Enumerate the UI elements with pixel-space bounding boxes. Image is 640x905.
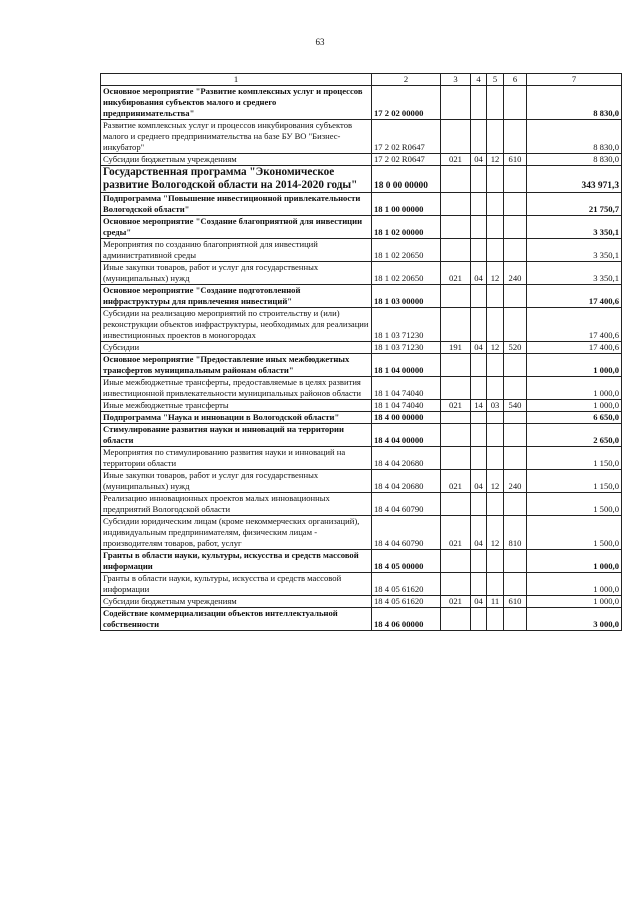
row-section-cell (471, 354, 487, 377)
row-code-cell: 17 2 02 00000 (372, 86, 441, 120)
row-kvr-cell (504, 608, 527, 631)
row-sum-cell: 3 350,1 (527, 239, 622, 262)
budget-table-body (101, 74, 622, 631)
row-section-cell (471, 239, 487, 262)
column-header: 6 (504, 74, 527, 86)
row-kvr-cell: 810 (504, 516, 527, 550)
row-code-cell: 18 4 05 61620 (372, 573, 441, 596)
table-row (101, 86, 622, 120)
row-name-cell: Гранты в области науки, культуры, искусства и средств массовой информации (101, 550, 372, 573)
row-section-cell (471, 193, 487, 216)
row-kvr-cell (504, 573, 527, 596)
row-sum-cell: 17 400,6 (527, 342, 622, 354)
row-section-cell: 04 (471, 154, 487, 166)
page-number: 63 (315, 37, 325, 47)
row-section-cell: 04 (471, 596, 487, 608)
table-row (101, 193, 622, 216)
row-kvr-cell (504, 86, 527, 120)
table-row (101, 120, 622, 154)
row-sum-cell: 8 830,0 (527, 86, 622, 120)
row-section-cell (471, 166, 487, 193)
row-sum-cell: 8 830,0 (527, 120, 622, 154)
table-row (101, 239, 622, 262)
table-row (101, 216, 622, 239)
row-subsection-cell: 12 (487, 470, 504, 493)
row-code-cell: 18 1 03 71230 (372, 342, 441, 354)
row-code-cell: 18 1 04 74040 (372, 377, 441, 400)
row-code-cell: 18 1 00 00000 (372, 193, 441, 216)
row-name-cell: Содействие коммерциализации объектов интеллектуальной собственности (101, 608, 372, 631)
row-vr-cell (441, 447, 471, 470)
row-sum-cell: 3 350,1 (527, 262, 622, 285)
row-sum-cell: 1 000,0 (527, 377, 622, 400)
row-sum-cell: 17 400,6 (527, 285, 622, 308)
row-sum-cell: 17 400,6 (527, 308, 622, 342)
row-section-cell (471, 608, 487, 631)
table-row (101, 154, 622, 166)
row-kvr-cell (504, 354, 527, 377)
row-section-cell (471, 120, 487, 154)
row-subsection-cell (487, 86, 504, 120)
column-header: 3 (441, 74, 471, 86)
row-subsection-cell (487, 216, 504, 239)
row-name-cell: Основное мероприятие "Создание подготовленной инфраструктуры для привлечения инвестиций" (101, 285, 372, 308)
row-code-cell: 17 2 02 R0647 (372, 120, 441, 154)
row-section-cell: 14 (471, 400, 487, 412)
row-sum-cell: 1 000,0 (527, 550, 622, 573)
row-code-cell: 18 4 04 20680 (372, 470, 441, 493)
row-code-cell: 18 1 02 00000 (372, 216, 441, 239)
row-name-cell: Мероприятия по созданию благоприятной для инвестиций административной среды (101, 239, 372, 262)
row-name-cell: Подпрограмма "Повышение инвестиционной привлекательности Вологодской области" (101, 193, 372, 216)
table-row (101, 550, 622, 573)
row-name-cell: Иные межбюджетные трансферты (101, 400, 372, 412)
row-code-cell: 18 4 04 60790 (372, 516, 441, 550)
row-kvr-cell (504, 412, 527, 424)
row-name-cell: Субсидии (101, 342, 372, 354)
row-vr-cell (441, 166, 471, 193)
row-vr-cell: 021 (441, 470, 471, 493)
table-row (101, 262, 622, 285)
row-sum-cell: 1 000,0 (527, 354, 622, 377)
budget-table (100, 73, 622, 631)
row-sum-cell: 6 650,0 (527, 412, 622, 424)
column-header: 1 (101, 74, 372, 86)
row-vr-cell (441, 354, 471, 377)
row-sum-cell: 1 150,0 (527, 470, 622, 493)
row-code-cell: 18 4 00 00000 (372, 412, 441, 424)
row-subsection-cell (487, 550, 504, 573)
row-code-cell: 18 1 03 00000 (372, 285, 441, 308)
row-section-cell (471, 285, 487, 308)
table-row (101, 166, 622, 193)
row-vr-cell (441, 424, 471, 447)
row-vr-cell (441, 573, 471, 596)
row-code-cell: 18 4 06 00000 (372, 608, 441, 631)
row-subsection-cell (487, 493, 504, 516)
row-vr-cell: 021 (441, 400, 471, 412)
row-subsection-cell (487, 447, 504, 470)
row-code-cell: 17 2 02 R0647 (372, 154, 441, 166)
column-header: 7 (527, 74, 622, 86)
row-subsection-cell: 12 (487, 516, 504, 550)
row-section-cell (471, 412, 487, 424)
row-vr-cell (441, 608, 471, 631)
table-row (101, 400, 622, 412)
table-row (101, 470, 622, 493)
row-vr-cell (441, 550, 471, 573)
row-sum-cell: 8 830,0 (527, 154, 622, 166)
row-kvr-cell (504, 424, 527, 447)
row-subsection-cell (487, 193, 504, 216)
row-section-cell (471, 377, 487, 400)
column-header-row (101, 74, 622, 86)
table-row (101, 447, 622, 470)
row-kvr-cell: 540 (504, 400, 527, 412)
row-sum-cell: 1 000,0 (527, 400, 622, 412)
table-row (101, 424, 622, 447)
row-section-cell (471, 424, 487, 447)
row-sum-cell: 1 000,0 (527, 573, 622, 596)
row-subsection-cell (487, 354, 504, 377)
row-code-cell: 18 1 03 71230 (372, 308, 441, 342)
row-kvr-cell (504, 493, 527, 516)
row-name-cell: Основное мероприятие "Развитие комплексных услуг и процессов инкубирования субъектов малого и среднего предпринимательства" (101, 86, 372, 120)
row-vr-cell (441, 86, 471, 120)
row-vr-cell: 021 (441, 262, 471, 285)
row-section-cell (471, 308, 487, 342)
row-name-cell: Субсидии бюджетным учреждениям (101, 154, 372, 166)
row-kvr-cell (504, 120, 527, 154)
row-subsection-cell (487, 377, 504, 400)
row-kvr-cell: 610 (504, 596, 527, 608)
row-code-cell: 18 4 04 20680 (372, 447, 441, 470)
column-header: 5 (487, 74, 504, 86)
row-kvr-cell (504, 285, 527, 308)
row-vr-cell (441, 493, 471, 516)
table-row (101, 412, 622, 424)
row-subsection-cell (487, 308, 504, 342)
row-name-cell: Гранты в области науки, культуры, искусства и средств массовой информации (101, 573, 372, 596)
row-section-cell (471, 447, 487, 470)
table-row (101, 377, 622, 400)
row-subsection-cell (487, 424, 504, 447)
row-sum-cell: 343 971,3 (527, 166, 622, 193)
row-sum-cell: 1 000,0 (527, 596, 622, 608)
row-name-cell: Мероприятия по стимулированию развития науки и инноваций на территории области (101, 447, 372, 470)
row-kvr-cell (504, 239, 527, 262)
row-name-cell: Субсидии юридическим лицам (кроме некоммерческих организаций), индивидуальным предпринимателям, физическим лицам - производителям товаров, работ, услуг (101, 516, 372, 550)
row-subsection-cell: 12 (487, 262, 504, 285)
table-row (101, 516, 622, 550)
row-vr-cell (441, 412, 471, 424)
column-header: 4 (471, 74, 487, 86)
row-code-cell: 18 1 02 20650 (372, 262, 441, 285)
row-vr-cell (441, 239, 471, 262)
row-subsection-cell (487, 120, 504, 154)
row-vr-cell (441, 120, 471, 154)
row-code-cell: 18 1 04 00000 (372, 354, 441, 377)
row-code-cell: 18 1 04 74040 (372, 400, 441, 412)
row-name-cell: Стимулирование развития науки и инноваций на территории области (101, 424, 372, 447)
row-sum-cell: 3 350,1 (527, 216, 622, 239)
table-row (101, 493, 622, 516)
row-vr-cell: 021 (441, 154, 471, 166)
row-subsection-cell: 12 (487, 342, 504, 354)
row-section-cell (471, 550, 487, 573)
row-subsection-cell (487, 166, 504, 193)
row-code-cell: 18 4 04 60790 (372, 493, 441, 516)
table-row (101, 285, 622, 308)
row-section-cell: 04 (471, 262, 487, 285)
row-section-cell: 04 (471, 516, 487, 550)
row-kvr-cell (504, 166, 527, 193)
row-name-cell: Подпрограмма "Наука и инновации в Вологодской области" (101, 412, 372, 424)
row-subsection-cell (487, 239, 504, 262)
row-sum-cell: 1 500,0 (527, 516, 622, 550)
row-kvr-cell (504, 550, 527, 573)
row-sum-cell: 3 000,0 (527, 608, 622, 631)
row-sum-cell: 1 150,0 (527, 447, 622, 470)
row-sum-cell: 2 650,0 (527, 424, 622, 447)
row-kvr-cell (504, 193, 527, 216)
row-vr-cell: 021 (441, 596, 471, 608)
row-sum-cell: 1 500,0 (527, 493, 622, 516)
row-section-cell (471, 573, 487, 596)
row-subsection-cell: 12 (487, 154, 504, 166)
table-row (101, 608, 622, 631)
table-row (101, 342, 622, 354)
row-name-cell: Иные межбюджетные трансферты, предоставляемые в целях развития инвестиционной привлекательности муниципальных районов области (101, 377, 372, 400)
row-code-cell: 18 4 05 61620 (372, 596, 441, 608)
row-kvr-cell: 610 (504, 154, 527, 166)
row-code-cell: 18 4 04 00000 (372, 424, 441, 447)
row-kvr-cell: 520 (504, 342, 527, 354)
row-code-cell: 18 0 00 00000 (372, 166, 441, 193)
row-kvr-cell: 240 (504, 470, 527, 493)
row-vr-cell (441, 377, 471, 400)
row-section-cell: 04 (471, 342, 487, 354)
row-name-cell: Реализацию инновационных проектов малых инновационных предприятий Вологодской области (101, 493, 372, 516)
row-code-cell: 18 4 05 00000 (372, 550, 441, 573)
table-row (101, 573, 622, 596)
row-subsection-cell (487, 412, 504, 424)
row-kvr-cell: 240 (504, 262, 527, 285)
row-name-cell: Субсидии бюджетным учреждениям (101, 596, 372, 608)
row-kvr-cell (504, 377, 527, 400)
row-section-cell (471, 86, 487, 120)
row-section-cell (471, 493, 487, 516)
row-name-cell: Субсидии на реализацию мероприятий по строительству и (или) реконструкции объектов инфраструктуры, необходимых для реализации инвестиционных проектов в моногородах (101, 308, 372, 342)
row-kvr-cell (504, 308, 527, 342)
row-sum-cell: 21 750,7 (527, 193, 622, 216)
row-name-cell: Иные закупки товаров, работ и услуг для государственных (муниципальных) нужд (101, 470, 372, 493)
row-subsection-cell: 03 (487, 400, 504, 412)
column-header: 2 (372, 74, 441, 86)
row-subsection-cell: 11 (487, 596, 504, 608)
row-subsection-cell (487, 573, 504, 596)
table-row (101, 596, 622, 608)
row-vr-cell (441, 285, 471, 308)
row-vr-cell (441, 308, 471, 342)
row-name-cell: Основное мероприятие "Предоставление иных межбюджетных трансфертов муниципальным районам области" (101, 354, 372, 377)
row-subsection-cell (487, 608, 504, 631)
row-section-cell (471, 216, 487, 239)
row-vr-cell (441, 216, 471, 239)
row-section-cell: 04 (471, 470, 487, 493)
table-row (101, 354, 622, 377)
row-vr-cell (441, 193, 471, 216)
row-name-cell: Основное мероприятие "Создание благоприятной для инвестиции среды" (101, 216, 372, 239)
row-kvr-cell (504, 447, 527, 470)
row-code-cell: 18 1 02 20650 (372, 239, 441, 262)
row-vr-cell: 021 (441, 516, 471, 550)
row-subsection-cell (487, 285, 504, 308)
table-row (101, 308, 622, 342)
row-name-cell: Развитие комплексных услуг и процессов инкубирования субъектов малого и среднего предпринимательства на базе БУ ВО "Бизнес-инкубатор" (101, 120, 372, 154)
row-name-cell: Государственная программа "Экономическое развитие Вологодской области на 2014-2020 годы" (101, 166, 372, 193)
row-kvr-cell (504, 216, 527, 239)
row-name-cell: Иные закупки товаров, работ и услуг для государственных (муниципальных) нужд (101, 262, 372, 285)
row-vr-cell: 191 (441, 342, 471, 354)
